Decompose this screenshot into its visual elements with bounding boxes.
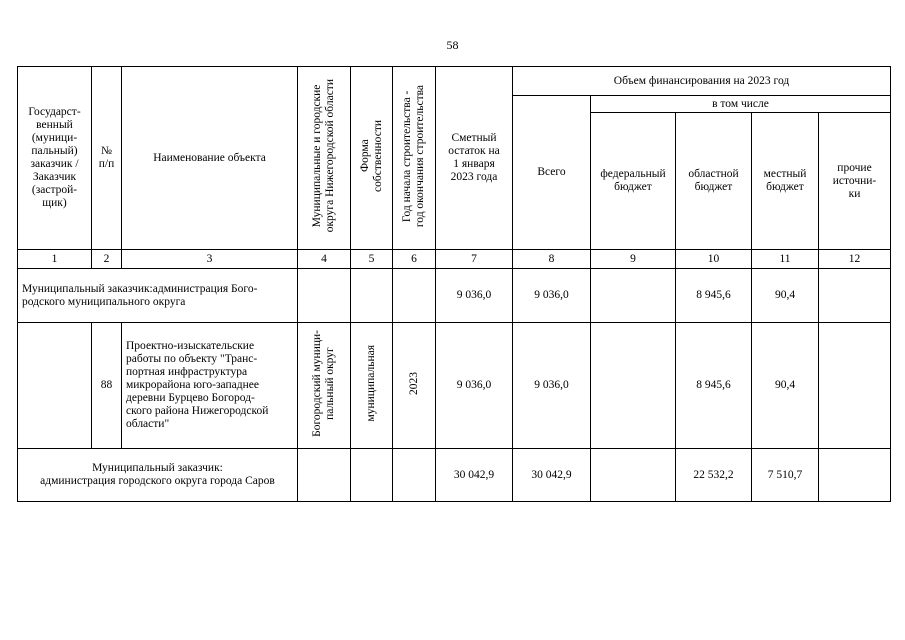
row-customer: [18, 323, 92, 449]
column-number: 3: [122, 250, 298, 269]
header-local: местный бюджет: [752, 113, 819, 250]
row-ownership: [351, 269, 393, 323]
header-federal: федеральный бюджет: [591, 113, 676, 250]
row-total: 9 036,0: [513, 323, 591, 449]
row-district: [298, 269, 351, 323]
row-other: [819, 269, 891, 323]
header-district: [298, 67, 351, 250]
column-number: 1: [18, 250, 92, 269]
table-row-customer-bogorodsk: [18, 269, 891, 323]
header-other: прочие источни- ки: [819, 113, 891, 250]
financing-table: [17, 66, 891, 502]
column-number: 8: [513, 250, 591, 269]
header-funding-title: Объем финансирования на 2023 год: [513, 67, 891, 96]
row-number: 88: [92, 323, 122, 449]
row-total: 9 036,0: [513, 269, 591, 323]
header-years-text: Год начала строительства - год окончания строительства: [401, 84, 426, 228]
column-number-row: [18, 250, 891, 269]
row-district: [298, 449, 351, 502]
header-ownership: [351, 67, 393, 250]
column-number: 11: [752, 250, 819, 269]
row-regional: 8 945,6: [676, 323, 752, 449]
header-customer: Государст- венный (муници- пальный) заказчик / Заказчик (застрой- щик): [18, 67, 92, 250]
header-number: № п/п: [92, 67, 122, 250]
column-number: 9: [591, 250, 676, 269]
header-estimate: Сметный остаток на 1 января 2023 года: [436, 67, 513, 250]
row-object-name: Проектно-изыскательские работы по объекту "Транс- портная инфраструктура микрорайона юго-западнее деревни Бурцево Богород- ского района Нижегородской области": [122, 323, 298, 449]
column-number: 4: [298, 250, 351, 269]
row-ownership: [351, 323, 393, 449]
row-regional: 8 945,6: [676, 269, 752, 323]
row-district: [298, 323, 351, 449]
header-regional: областной бюджет: [676, 113, 752, 250]
row-customer: Муниципальный заказчик:администрация Бого- родского муниципального округа: [18, 269, 298, 323]
header-district-text: Муниципальные и городские округа Нижегородской области: [311, 79, 336, 233]
row-total: 30 042,9: [513, 449, 591, 502]
row-estimate: 30 042,9: [436, 449, 513, 502]
table-row-object-88: [18, 323, 891, 449]
row-federal: [591, 269, 676, 323]
column-number: 10: [676, 250, 752, 269]
row-estimate: 9 036,0: [436, 269, 513, 323]
row-ownership-text: муниципальная: [365, 345, 377, 422]
header-years: [393, 67, 436, 250]
row-years: [393, 269, 436, 323]
row-years: [393, 449, 436, 502]
header-ownership-text: Форма собственности: [358, 120, 384, 192]
row-federal: [591, 449, 676, 502]
row-local: 90,4: [752, 323, 819, 449]
row-ownership: [351, 449, 393, 502]
header-total: Всего: [513, 96, 591, 250]
row-customer: Муниципальный заказчик: администрация городского округа города Саров: [18, 449, 298, 502]
page-number: 58: [446, 38, 459, 52]
row-years-text: 2023: [407, 372, 420, 395]
header-row-1: [18, 67, 891, 96]
column-number: 6: [393, 250, 436, 269]
header-including: в том числе: [591, 96, 891, 113]
row-other: [819, 449, 891, 502]
header-object-name: Наименование объекта: [122, 67, 298, 250]
row-local: 90,4: [752, 269, 819, 323]
row-district-text: Богородский муници- пальный округ: [311, 330, 336, 437]
column-number: 12: [819, 250, 891, 269]
row-regional: 22 532,2: [676, 449, 752, 502]
row-estimate: 9 036,0: [436, 323, 513, 449]
column-number: 7: [436, 250, 513, 269]
row-local: 7 510,7: [752, 449, 819, 502]
row-federal: [591, 323, 676, 449]
column-number: 2: [92, 250, 122, 269]
column-number: 5: [351, 250, 393, 269]
row-other: [819, 323, 891, 449]
table-row-customer-sarov: [18, 449, 891, 502]
row-years: [393, 323, 436, 449]
